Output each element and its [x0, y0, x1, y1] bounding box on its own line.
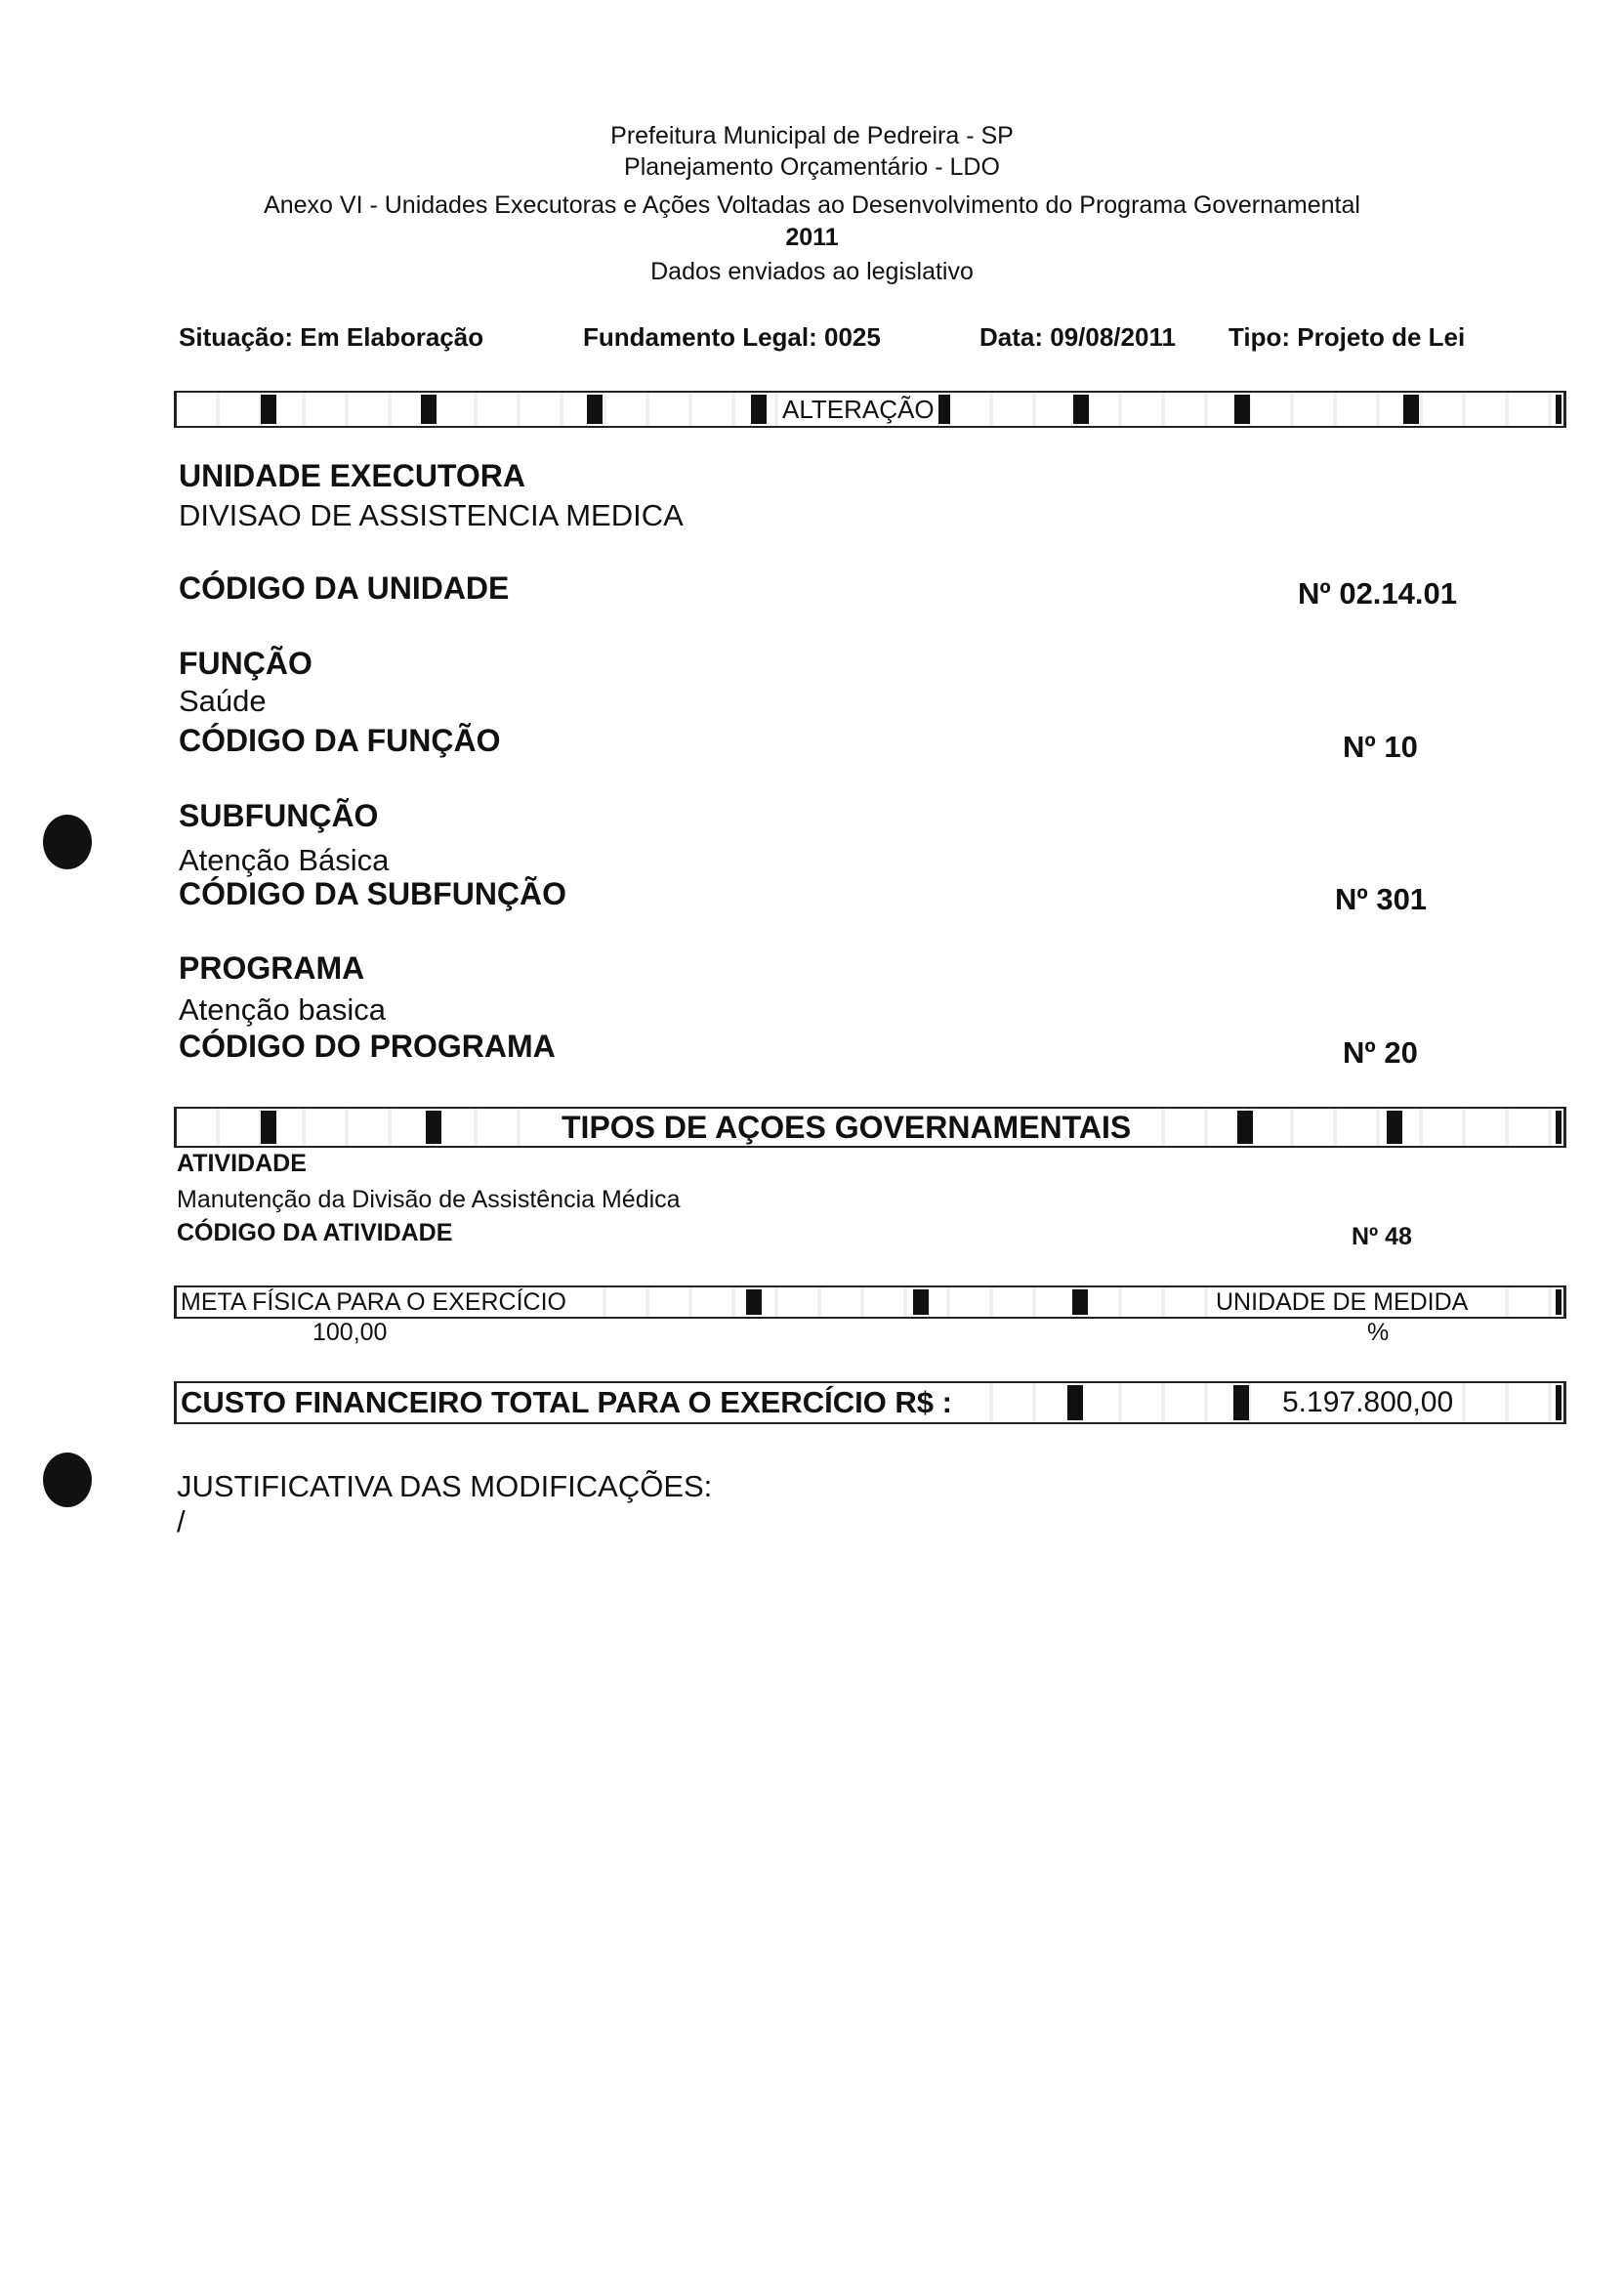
- codigo-funcao-value: Nº 10: [1343, 730, 1418, 764]
- situacao: Situação: Em Elaboração: [179, 322, 484, 352]
- codigo-atividade-label: CÓDIGO DA ATIVIDADE: [177, 1219, 453, 1246]
- header-dados-enviados: Dados enviados ao legislativo: [650, 258, 974, 285]
- custo-financeiro-value: 5.197.800,00: [1278, 1383, 1457, 1422]
- codigo-programa-label: CÓDIGO DO PROGRAMA: [179, 1029, 556, 1064]
- codigo-unidade-label: CÓDIGO DA UNIDADE: [179, 570, 510, 606]
- unidade-executora-title: UNIDADE EXECUTORA: [179, 458, 525, 493]
- header-planejamento: Planejamento Orçamentário - LDO: [624, 153, 1000, 181]
- atividade-value: Manutenção da Divisão de Assistência Médica: [177, 1186, 681, 1213]
- meta-fisica-label: META FÍSICA PARA O EXERCÍCIO: [177, 1287, 570, 1317]
- header-prefeitura: Prefeitura Municipal de Pedreira - SP: [610, 122, 1014, 149]
- fundamento-legal: Fundamento Legal: 0025: [583, 322, 881, 352]
- justificativa-label: JUSTIFICATIVA DAS MODIFICAÇÕES:: [177, 1469, 713, 1503]
- data: Data: 09/08/2011: [979, 322, 1176, 352]
- meta-fisica-bar: [174, 1285, 1566, 1319]
- header-anexo: Anexo VI - Unidades Executoras e Ações Voltadas ao Desenvolvimento do Programa Governamental: [264, 191, 1360, 219]
- programa-title: PROGRAMA: [179, 950, 365, 986]
- tipos-acoes-bar: [174, 1107, 1566, 1148]
- custo-financeiro-label: CUSTO FINANCEIRO TOTAL PARA O EXERCÍCIO R$ :: [177, 1383, 956, 1422]
- tipos-acoes-label: TIPOS DE AÇOES GOVERNAMENTAIS: [558, 1109, 1135, 1146]
- funcao-title: FUNÇÃO: [179, 646, 312, 681]
- alteracao-label: ALTERAÇÃO: [778, 393, 938, 426]
- meta-unidade: %: [1367, 1319, 1390, 1346]
- codigo-programa-value: Nº 20: [1343, 1035, 1418, 1070]
- codigo-atividade-value: Nº 48: [1352, 1223, 1412, 1250]
- codigo-subfuncao-label: CÓDIGO DA SUBFUNÇÃO: [179, 876, 567, 911]
- custo-financeiro-bar: [174, 1381, 1566, 1424]
- header-year: 2011: [785, 224, 839, 251]
- codigo-funcao-label: CÓDIGO DA FUNÇÃO: [179, 723, 501, 758]
- unidade-executora-value: DIVISAO DE ASSISTENCIA MEDICA: [179, 498, 684, 532]
- funcao-value: Saúde: [179, 684, 267, 718]
- tipo: Tipo: Projeto de Lei: [1228, 322, 1466, 352]
- subfuncao-value: Atenção Básica: [179, 843, 390, 877]
- binder-hole-top: [43, 815, 92, 869]
- alteracao-bar: [174, 391, 1566, 428]
- unidade-medida-label: UNIDADE DE MEDIDA: [1212, 1287, 1472, 1317]
- programa-value: Atenção basica: [179, 992, 386, 1027]
- meta-quantidade: 100,00: [312, 1319, 388, 1346]
- atividade-title: ATIVIDADE: [177, 1150, 307, 1177]
- codigo-unidade-value: Nº 02.14.01: [1298, 576, 1457, 611]
- binder-hole-bottom: [43, 1453, 92, 1507]
- justificativa-value: /: [177, 1504, 186, 1538]
- codigo-subfuncao-value: Nº 301: [1335, 882, 1428, 916]
- subfuncao-title: SUBFUNÇÃO: [179, 798, 379, 833]
